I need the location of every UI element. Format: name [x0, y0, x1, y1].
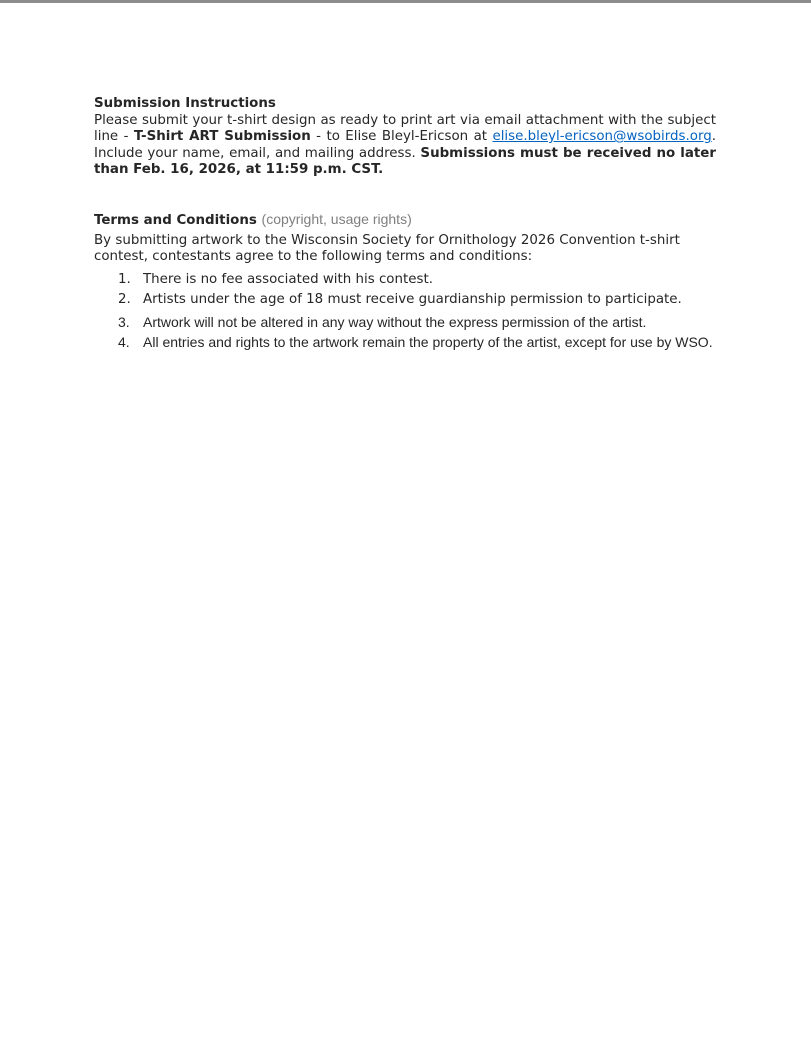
submission-instructions-paragraph — [94, 113, 716, 179]
terms-heading-note: (copyright, usage rights) — [261, 210, 412, 227]
deadline-bold-text: Submissions must be received no later than Feb. 16, 2026, at 11:59 p.m. CST. — [94, 145, 716, 178]
terms-item-4-text: All entries and rights to the artwork remain the property of the artist, except for use by WSO. — [143, 333, 713, 350]
body-segment-intro: Please submit your t-shirt design as ready to print art via email attachment with the subject line - — [94, 112, 716, 145]
terms-item-1 — [94, 272, 716, 289]
terms-list — [94, 272, 716, 352]
terms-item-4 — [94, 332, 716, 352]
terms-item-2 — [94, 292, 716, 309]
subject-line-bold-text: T-Shirt ART Submission — [133, 129, 311, 145]
terms-heading-line — [94, 211, 716, 230]
terms-item-3-number: 3. — [118, 313, 130, 330]
submission-instructions-section — [94, 96, 716, 179]
submission-instructions-heading: Submission Instructions — [94, 96, 276, 111]
page-top-border — [0, 0, 811, 3]
terms-item-3 — [94, 312, 716, 332]
terms-item-1-text: There is no fee associated with his contest. — [143, 271, 433, 287]
document-content — [94, 96, 716, 352]
body-segment-include: . Include your name, email, and mailing address. — [94, 129, 716, 161]
body-segment-contact: - to Elise Bleyl-Ericson at — [310, 129, 493, 145]
terms-intro-paragraph: By submitting artwork to the Wisconsin Society for Ornithology 2026 Convention t-shirt contest, contestants agree to the following terms and conditions: — [94, 232, 680, 265]
terms-item-3-text: Artwork will not be altered in any way without the express permission of the artist. — [143, 313, 647, 330]
terms-item-2-number: 2. — [118, 291, 131, 307]
terms-item-1-number: 1. — [118, 271, 131, 287]
terms-item-4-number: 4. — [118, 333, 130, 350]
terms-item-2-text: Artists under the age of 18 must receive guardianship permission to participate. — [143, 291, 682, 307]
terms-and-conditions-section — [94, 211, 716, 352]
terms-heading: Terms and Conditions — [94, 212, 257, 228]
email-link[interactable]: elise.bleyl-ericson@wsobirds.org — [492, 129, 712, 145]
